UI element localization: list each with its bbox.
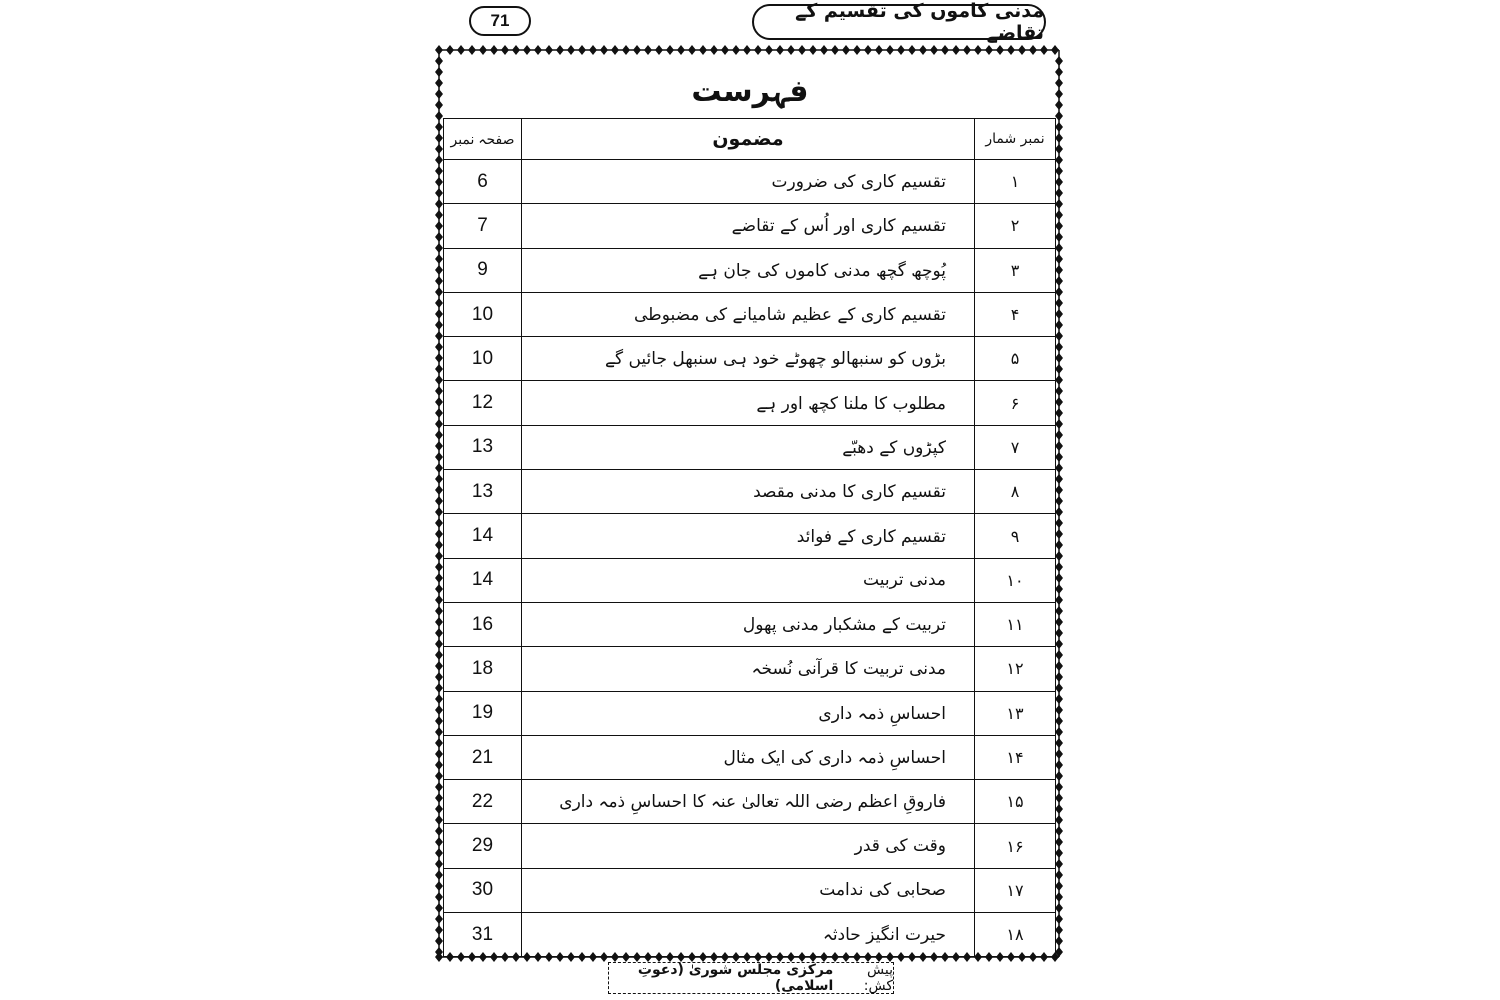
frame-diamond (435, 265, 443, 275)
frame-diamond (435, 364, 443, 374)
frame-diamond (435, 672, 443, 682)
frame-diamond (1055, 353, 1063, 363)
frame-diamond (435, 716, 443, 726)
frame-diamond (1055, 452, 1063, 462)
frame-diamond (435, 430, 443, 440)
frame-diamond (820, 45, 828, 55)
frame-diamond (1055, 892, 1063, 902)
frame-diamond (1055, 859, 1063, 869)
frame-diamond (1055, 254, 1063, 264)
frame-diamond (1055, 507, 1063, 517)
toc-page-number: 6 (444, 160, 522, 204)
toc-page-number: 10 (444, 292, 522, 336)
frame-diamond (1055, 375, 1063, 385)
frame-diamond (435, 925, 443, 935)
frame-diamond (435, 683, 443, 693)
toc-page-number: 18 (444, 647, 522, 691)
frame-diamond (1055, 617, 1063, 627)
frame-diamond (435, 419, 443, 429)
frame-diamond (435, 628, 443, 638)
frame-diamond (1055, 474, 1063, 484)
frame-diamond (1055, 903, 1063, 913)
frame-diamond (435, 111, 443, 121)
toc-serial: ۱۵ (975, 780, 1056, 824)
frame-diamond (1055, 386, 1063, 396)
frame-diamond (435, 133, 443, 143)
frame-diamond (1055, 584, 1063, 594)
frame-diamond (545, 45, 553, 55)
frame-diamond (435, 694, 443, 704)
toc-page-number: 16 (444, 602, 522, 646)
toc-serial: ۱۲ (975, 647, 1056, 691)
frame-diamond (1055, 210, 1063, 220)
toc-subject: تقسیم کاری اور اُس کے تقاضے (522, 204, 975, 248)
toc-row (444, 780, 1056, 824)
frame-diamond (1055, 397, 1063, 407)
toc-serial: ۱۷ (975, 868, 1056, 912)
frame-diamond (435, 452, 443, 462)
frame-diamond (1055, 870, 1063, 880)
frame-diamond (435, 617, 443, 627)
frame-diamond (1055, 628, 1063, 638)
frame-diamond (435, 551, 443, 561)
frame-diamond (435, 782, 443, 792)
frame-diamond (457, 45, 465, 55)
frame-diamond (908, 45, 916, 55)
frame-diamond (699, 45, 707, 55)
toc-page-number: 10 (444, 337, 522, 381)
toc-row (444, 292, 1056, 336)
frame-diamond (523, 45, 531, 55)
toc-subject: تقسیم کاری کا مدنی مقصد (522, 470, 975, 514)
toc-title: فہرست (691, 74, 809, 109)
frame-diamond (963, 45, 971, 55)
frame-diamond (1055, 331, 1063, 341)
toc-serial: ۱۳ (975, 691, 1056, 735)
frame-diamond (435, 397, 443, 407)
toc-page-number: 14 (444, 514, 522, 558)
frame-diamond (446, 45, 454, 55)
frame-diamond (435, 243, 443, 253)
frame-diamond (435, 221, 443, 231)
frame-diamond (864, 45, 872, 55)
frame-diamond (1055, 177, 1063, 187)
frame-diamond (1055, 133, 1063, 143)
toc-subject: تقسیم کاری کے عظیم شامیانے کی مضبوطی (522, 292, 975, 336)
frame-diamond (435, 584, 443, 594)
frame-diamond (435, 793, 443, 803)
footer-credit (608, 962, 894, 994)
frame-diamond (435, 826, 443, 836)
toc-page-number: 31 (444, 913, 522, 957)
frame-diamond (435, 45, 443, 55)
toc-page-number: 21 (444, 735, 522, 779)
frame-diamond (1055, 914, 1063, 924)
column-header-serial: نمبر شمار (975, 119, 1056, 160)
frame-diamond (1055, 815, 1063, 825)
frame-diamond (611, 45, 619, 55)
frame-diamond (435, 210, 443, 220)
frame-diamond (1055, 606, 1063, 616)
frame-diamond (1055, 793, 1063, 803)
toc-row (444, 602, 1056, 646)
frame-diamond (435, 188, 443, 198)
frame-diamond (578, 45, 586, 55)
frame-diamond (435, 529, 443, 539)
page-number: 71 (469, 6, 531, 36)
toc-page-number: 13 (444, 470, 522, 514)
frame-diamond (435, 507, 443, 517)
toc-row (444, 647, 1056, 691)
frame-diamond (435, 386, 443, 396)
frame-diamond (1055, 760, 1063, 770)
frame-diamond (435, 595, 443, 605)
frame-diamond (435, 474, 443, 484)
frame-diamond (435, 859, 443, 869)
frame-diamond (435, 518, 443, 528)
toc-row (444, 913, 1056, 957)
toc-row (444, 470, 1056, 514)
frame-diamond (1055, 430, 1063, 440)
toc-page-number: 7 (444, 204, 522, 248)
frame-diamond (1055, 705, 1063, 715)
toc-serial: ۴ (975, 292, 1056, 336)
frame-diamond (435, 342, 443, 352)
toc-page-number: 12 (444, 381, 522, 425)
frame-diamond (853, 45, 861, 55)
toc-row (444, 337, 1056, 381)
frame-diamond (567, 45, 575, 55)
frame-diamond (435, 661, 443, 671)
frame-diamond (886, 45, 894, 55)
frame-diamond (435, 408, 443, 418)
toc-body (444, 160, 1056, 957)
frame-diamond (985, 45, 993, 55)
frame-diamond (435, 232, 443, 242)
toc-serial: ۷ (975, 425, 1056, 469)
frame-diamond (875, 45, 883, 55)
frame-diamond (435, 705, 443, 715)
frame-diamond (1055, 683, 1063, 693)
frame-diamond (435, 738, 443, 748)
toc-subject: احساسِ ذمہ داری کی ایک مثال (522, 735, 975, 779)
toc-row (444, 514, 1056, 558)
frame-diamond (435, 56, 443, 66)
toc-header-row (444, 119, 1056, 160)
frame-diamond (787, 45, 795, 55)
frame-diamond (435, 639, 443, 649)
frame-diamond (732, 45, 740, 55)
frame-diamond (435, 320, 443, 330)
frame-diamond (435, 155, 443, 165)
toc-page-number: 30 (444, 868, 522, 912)
frame-diamond (501, 45, 509, 55)
frame-diamond (743, 45, 751, 55)
toc-page-number: 19 (444, 691, 522, 735)
toc-serial: ۶ (975, 381, 1056, 425)
frame-diamond (1055, 749, 1063, 759)
toc-subject: تقسیم کاری کی ضرورت (522, 160, 975, 204)
frame-diamond (435, 122, 443, 132)
toc-subject: مطلوب کا ملنا کچھ اور ہے (522, 381, 975, 425)
frame-diamond (1055, 309, 1063, 319)
frame-diamond (435, 496, 443, 506)
frame-diamond (919, 45, 927, 55)
frame-diamond (435, 375, 443, 385)
frame-diamond (1055, 573, 1063, 583)
frame-diamond (1055, 650, 1063, 660)
toc-row (444, 558, 1056, 602)
frame-diamond (468, 45, 476, 55)
frame-diamond (435, 254, 443, 264)
frame-diamond (688, 45, 696, 55)
toc-page-number: 22 (444, 780, 522, 824)
frame-diamond (1055, 771, 1063, 781)
frame-diamond (809, 45, 817, 55)
frame-diamond (1055, 463, 1063, 473)
toc-serial: ۱۴ (975, 735, 1056, 779)
frame-diamond (1055, 639, 1063, 649)
frame-diamond (1055, 298, 1063, 308)
toc-row (444, 204, 1056, 248)
frame-diamond (1055, 837, 1063, 847)
frame-diamond (435, 815, 443, 825)
frame-diamond (1018, 45, 1026, 55)
frame-diamond (556, 45, 564, 55)
frame-diamond (435, 914, 443, 924)
frame-diamond (512, 45, 520, 55)
frame-diamond (589, 45, 597, 55)
frame-diamond (1055, 221, 1063, 231)
frame-diamond (435, 276, 443, 286)
frame-diamond (435, 540, 443, 550)
frame-diamond (1055, 738, 1063, 748)
toc-row (444, 425, 1056, 469)
toc-serial: ۲ (975, 204, 1056, 248)
frame-diamond (435, 199, 443, 209)
frame-diamond (1040, 45, 1048, 55)
column-header-subject: مضمون (522, 119, 975, 160)
frame-diamond (1007, 45, 1015, 55)
toc-subject: کپڑوں کے دھبّے (522, 425, 975, 469)
toc-subject: مدنی تربیت کا قرآنی نُسخہ (522, 647, 975, 691)
frame-diamond (622, 45, 630, 55)
frame-diamond (1055, 122, 1063, 132)
toc-serial: ۹ (975, 514, 1056, 558)
toc-page-number: 14 (444, 558, 522, 602)
frame-diamond (1055, 716, 1063, 726)
frame-diamond (1051, 45, 1059, 55)
frame-diamond (930, 45, 938, 55)
toc-serial: ۱۰ (975, 558, 1056, 602)
frame-diamond (435, 881, 443, 891)
frame-diamond (1055, 199, 1063, 209)
frame-diamond (435, 727, 443, 737)
frame-diamond (1055, 342, 1063, 352)
frame-diamond (1055, 111, 1063, 121)
frame-diamond (897, 45, 905, 55)
frame-diamond (754, 45, 762, 55)
frame-diamond (1055, 804, 1063, 814)
frame-diamond (1055, 562, 1063, 572)
toc-serial: ۱۸ (975, 913, 1056, 957)
frame-diamond (1055, 188, 1063, 198)
frame-diamond (435, 485, 443, 495)
frame-diamond (435, 166, 443, 176)
frame-diamond (1055, 826, 1063, 836)
frame-diamond (1055, 936, 1063, 946)
frame-diamond (435, 771, 443, 781)
frame-diamond (776, 45, 784, 55)
toc-subject: تربیت کے مشکبار مدنی پھول (522, 602, 975, 646)
toc-serial: ۱۱ (975, 602, 1056, 646)
footer-label: پیش کش: (863, 962, 893, 994)
frame-diamond (765, 45, 773, 55)
frame-diamond (435, 837, 443, 847)
frame-diamond (633, 45, 641, 55)
toc-row (444, 381, 1056, 425)
toc-page-number: 29 (444, 824, 522, 868)
toc-table (443, 118, 1056, 957)
frame-diamond (435, 562, 443, 572)
toc-subject: وقت کی قدر (522, 824, 975, 868)
toc-subject: احساسِ ذمہ داری (522, 691, 975, 735)
frame-diamond (1055, 496, 1063, 506)
frame-diamond (435, 606, 443, 616)
frame-diamond (435, 760, 443, 770)
toc-page-number: 13 (444, 425, 522, 469)
frame-diamond (1055, 364, 1063, 374)
frame-diamond (1055, 782, 1063, 792)
frame-diamond (1055, 672, 1063, 682)
frame-diamond (842, 45, 850, 55)
frame-diamond (435, 309, 443, 319)
frame-diamond (1055, 595, 1063, 605)
frame-diamond (941, 45, 949, 55)
toc-serial: ۵ (975, 337, 1056, 381)
frame-diamond (1055, 144, 1063, 154)
toc-subject: حیرت انگیز حادثہ (522, 913, 975, 957)
toc-subject: بڑوں کو سنبھالو چھوٹے خود ہی سنبھل جائیں گے (522, 337, 975, 381)
frame-diamond (1055, 551, 1063, 561)
frame-diamond (435, 892, 443, 902)
frame-diamond (435, 870, 443, 880)
frame-diamond (435, 804, 443, 814)
toc-serial: ۱ (975, 160, 1056, 204)
frame-diamond (435, 936, 443, 946)
toc-row (444, 160, 1056, 204)
frame-diamond (435, 298, 443, 308)
footer-publisher: مرکزی مجلس شوریٰ (دعوتِ اسلامی) (637, 962, 834, 994)
frame-diamond (1055, 265, 1063, 275)
frame-diamond (435, 177, 443, 187)
toc-row (444, 691, 1056, 735)
frame-diamond (655, 45, 663, 55)
frame-diamond (1055, 727, 1063, 737)
toc-row (444, 735, 1056, 779)
frame-diamond (1055, 529, 1063, 539)
toc-row (444, 868, 1056, 912)
frame-diamond (1055, 408, 1063, 418)
frame-diamond (435, 903, 443, 913)
toc-row (444, 248, 1056, 292)
frame-diamond (1029, 45, 1037, 55)
toc-serial: ۳ (975, 248, 1056, 292)
frame-diamond (1055, 925, 1063, 935)
toc-subject: پُوچھ گچھ مدنی کاموں کی جان ہے (522, 248, 975, 292)
toc-subject: صحابی کی ندامت (522, 868, 975, 912)
frame-diamond (666, 45, 674, 55)
frame-diamond (1055, 155, 1063, 165)
toc-subject: فاروقِ اعظم رضی اللہ تعالیٰ عنہ کا احساسِ ذمہ داری (522, 780, 975, 824)
frame-diamond (435, 144, 443, 154)
frame-diamond (490, 45, 498, 55)
frame-diamond (435, 331, 443, 341)
frame-diamond (1055, 540, 1063, 550)
frame-diamond (1055, 232, 1063, 242)
toc-subject: مدنی تربیت (522, 558, 975, 602)
frame-diamond (479, 45, 487, 55)
frame-diamond (534, 45, 542, 55)
frame-diamond (435, 749, 443, 759)
toc-serial: ۱۶ (975, 824, 1056, 868)
frame-diamond (435, 441, 443, 451)
frame-diamond (677, 45, 685, 55)
column-header-page: صفحہ نمبر (444, 119, 522, 160)
frame-diamond (798, 45, 806, 55)
frame-diamond (952, 45, 960, 55)
frame-diamond (1055, 166, 1063, 176)
frame-diamond (974, 45, 982, 55)
frame-diamond (996, 45, 1004, 55)
frame-diamond (1055, 518, 1063, 528)
frame-diamond (600, 45, 608, 55)
frame-diamond (1055, 881, 1063, 891)
frame-diamond (1055, 694, 1063, 704)
frame-diamond (435, 650, 443, 660)
frame-diamond (1055, 276, 1063, 286)
frame-diamond (1055, 419, 1063, 429)
frame-diamond (644, 45, 652, 55)
frame-diamond (1055, 243, 1063, 253)
frame-diamond (1055, 485, 1063, 495)
frame-diamond (721, 45, 729, 55)
frame-diamond (435, 287, 443, 297)
frame-diamond (435, 573, 443, 583)
frame-diamond (1055, 441, 1063, 451)
toc-subject: تقسیم کاری کے فوائد (522, 514, 975, 558)
frame-diamond (1055, 320, 1063, 330)
frame-diamond (1055, 56, 1063, 66)
frame-diamond (710, 45, 718, 55)
toc-page-number: 9 (444, 248, 522, 292)
running-title: مدنی کاموں کی تقسیم کے تقاضے (752, 4, 1046, 40)
toc-row (444, 824, 1056, 868)
frame-diamond (435, 353, 443, 363)
frame-diamond (831, 45, 839, 55)
frame-diamond (1055, 287, 1063, 297)
frame-diamond (1055, 848, 1063, 858)
frame-diamond (435, 463, 443, 473)
frame-diamond (435, 848, 443, 858)
frame-diamond (1055, 661, 1063, 671)
toc-serial: ۸ (975, 470, 1056, 514)
